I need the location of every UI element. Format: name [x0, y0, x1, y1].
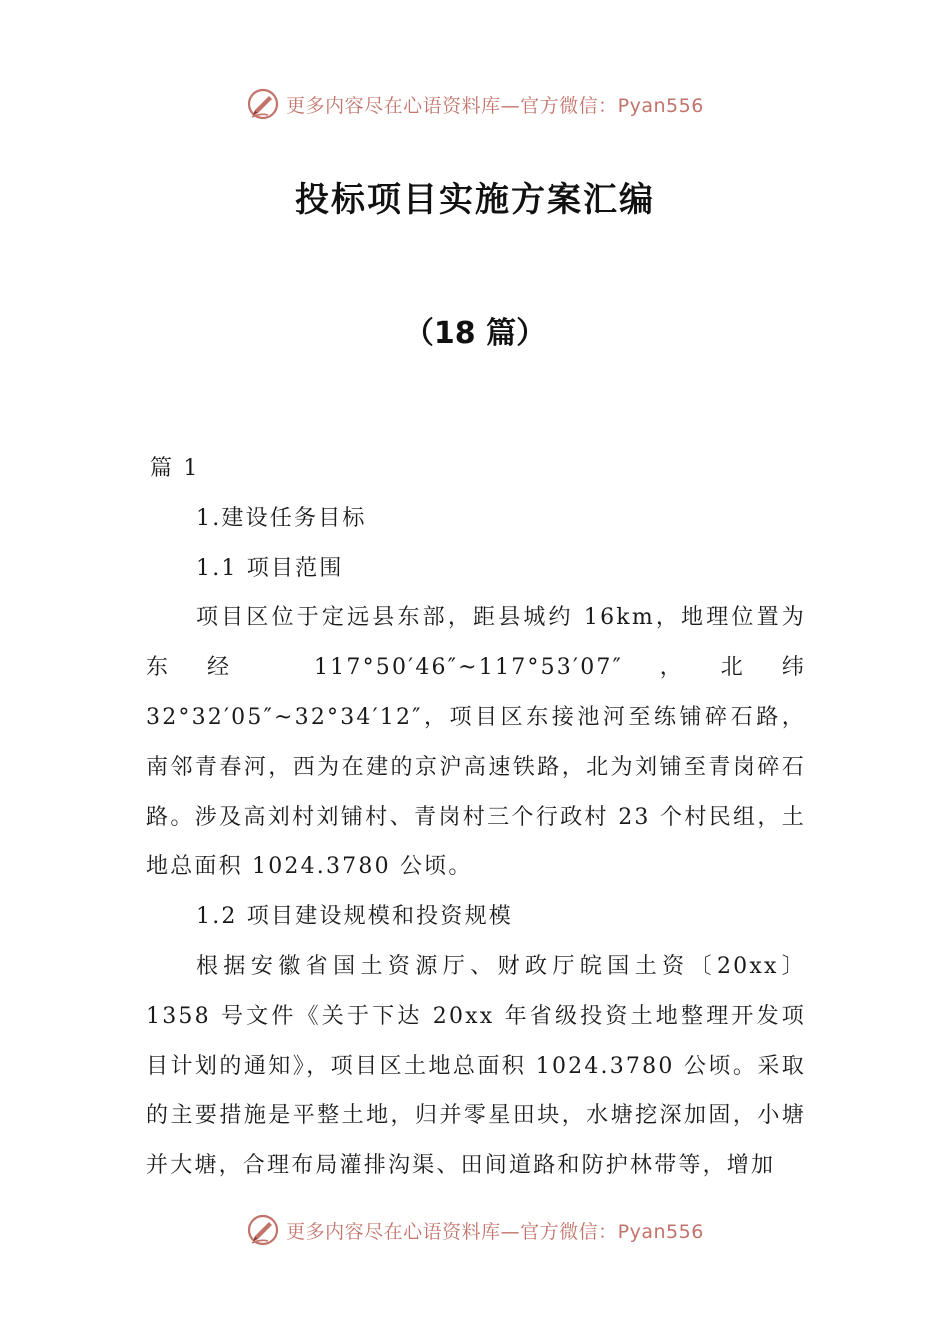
footer-watermark-text: 更多内容尽在心语资料库—官方微信：Pyan556	[286, 1220, 704, 1243]
header-watermark-text: 更多内容尽在心语资料库—官方微信：Pyan556	[286, 94, 704, 117]
section-heading-1: 1.建设任务目标	[196, 505, 367, 531]
pen-seal-icon	[246, 87, 280, 121]
pen-seal-icon	[246, 1213, 280, 1247]
document-title: 投标项目实施方案汇编	[295, 180, 655, 220]
chapter-label: 篇 1	[150, 456, 200, 481]
header-watermark-banner	[0, 82, 950, 126]
footer-watermark-banner	[0, 1208, 950, 1252]
document-subtitle: （18 篇）	[403, 316, 547, 351]
section-heading-1-2: 1.2 项目建设规模和投资规模	[196, 904, 513, 930]
paragraph-project-scale: 根据安徽省国土资源厅、财政厅皖国土资〔20xx〕1358 号文件《关于下达 20xx 年省级投资土地整理开发项目计划的通知》，项目区土地总面积 1024.3780 公顷。采取的主要措施是平整土地，归并零星田块，水塘挖深加固，小塘并大塘，合理布局灌排沟渠、田间道路和防护林带等，增加	[146, 953, 806, 1179]
document-body	[146, 444, 806, 1191]
section-heading-1-1: 1.1 项目范围	[196, 555, 344, 581]
paragraph-project-scope: 项目区位于定远县东部，距县城约 16km，地理位置为东经 117°50′46″~117°53′07″，北纬 32°32′05″~32°34′12″，项目区东接池河至练铺碎石路，南邻青春河，西为在建的京沪高速铁路，北为刘铺至青岗碎石路。涉及高刘村刘铺村、青岗村三个行政村 23 个村民组，土地总面积 1024.3780 公顷。	[146, 605, 806, 880]
